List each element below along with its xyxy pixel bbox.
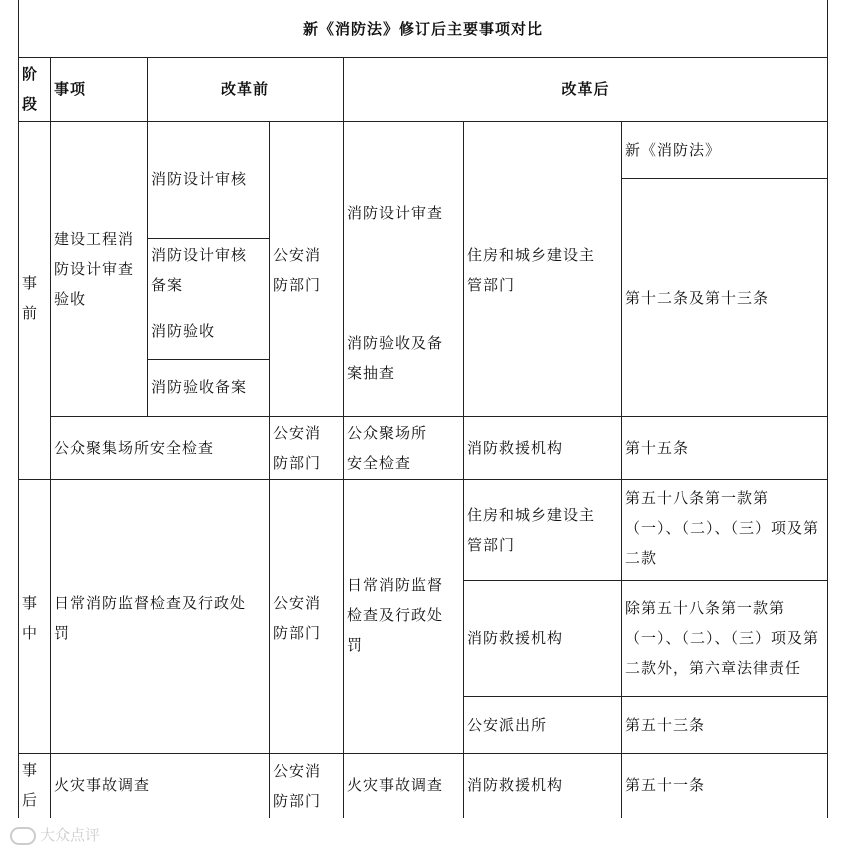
watermark-logo-icon [10,827,36,845]
during-after-item: 日常消防监督 检查及行政处 罚 [347,576,444,654]
pre-before-acceptance: 消防验收 [151,322,216,340]
pre-after-dept: 住房和城乡建设主 管部门 [467,246,596,294]
table-title: 新《消防法》修订后主要事项对比 [302,20,543,38]
during-before-dept: 公安消 防部门 [273,594,322,642]
pre-before-dept2: 公安消 防部门 [273,424,322,472]
pre-after-acceptance: 消防验收及备 案抽查 [347,334,444,382]
header-item: 事项 [54,80,87,98]
during-law1: 第五十八条第一款第 （一）、（二）、（三）项及第 二款 [625,489,820,567]
during-after-dept3: 公安派出所 [467,716,548,734]
post-before-dept: 公安消 防部门 [273,762,322,810]
pre-item-public-venue: 公众聚集场所安全检查 [54,439,215,457]
pre-before-dept: 公安消 防部门 [273,246,322,294]
pre-after-dept2: 消防救援机构 [467,439,564,457]
pre-law-ref2: 第十五条 [625,439,690,457]
header-before: 改革前 [220,80,269,98]
law-header: 新《消防法》 [625,141,722,159]
pre-law-ref: 第十二条及第十三条 [625,289,770,307]
during-after-dept1: 住房和城乡建设主 管部门 [467,506,596,554]
stage-during: 事 中 [22,594,39,642]
during-item: 日常消防监督检查及行政处 罚 [54,594,247,642]
stage-pre: 事 前 [22,274,39,322]
header-stage: 阶 段 [22,65,39,113]
pre-after-public-venue: 公众聚场所 安全检查 [347,424,428,472]
post-after-dept: 消防救援机构 [467,776,564,794]
during-law2: 除第五十八条第一款第 （一）、（二）、（三）项及第 二款外，第六章法律责任 [625,599,820,677]
pre-before-design-review: 消防设计审核 [151,170,248,188]
pre-after-design-check: 消防设计审查 [347,204,444,222]
during-after-dept2: 消防救援机构 [467,629,564,647]
post-item: 火灾事故调查 [54,776,151,794]
post-after-item: 火灾事故调查 [347,776,444,794]
watermark-text: 大众点评 [40,826,101,844]
watermark [10,824,100,845]
pre-before-design-filing: 消防设计审核 备案 [151,246,248,294]
pre-item-construction: 建设工程消 防设计审查 验收 [54,230,135,308]
during-law3: 第五十三条 [625,716,706,734]
pre-before-acceptance-filing: 消防验收备案 [151,378,248,396]
header-after: 改革后 [561,80,610,98]
post-law: 第五十一条 [625,776,706,794]
stage-post: 事 后 [22,761,39,809]
